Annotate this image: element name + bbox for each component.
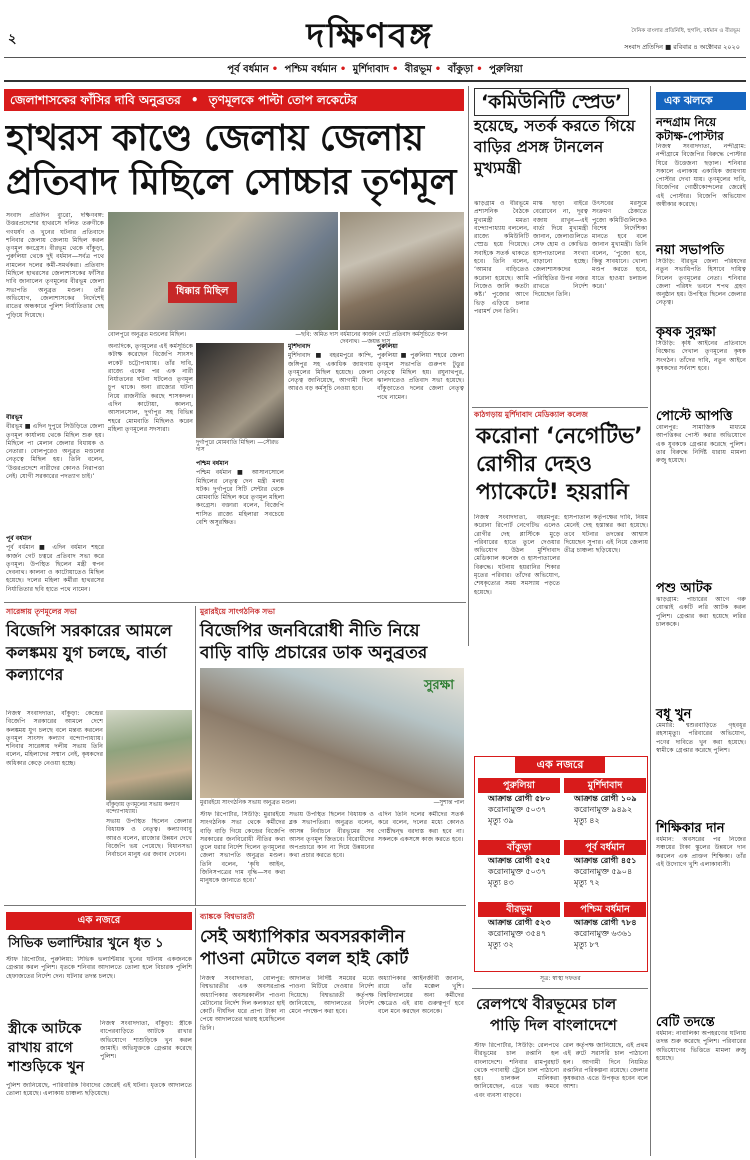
cs-body-1: ঝাড়গ্রাম ও বীরভূমে প্রশাসনিক বৈঠকে মুখ্যমন্ত্রী মমতা বন্দ্যোপাধ্যায় বললেন, রাজ্যে কমিউনিটি স্প্রেড হয়ে গিয়েছে। সবাইকে সতর্ক থাকতে হবে। তিনি বলেন, ‘আমার বাড়িতেও করোনা হয়েছে। আমি নিজেও জানি কতটা কষ্ট।’ পুজোর আগে ভিড় এড়িয়ে চলার পরামর্শ দেন তিনি। — [474, 200, 529, 315]
sidebar-item-title: বধূ খুন — [656, 707, 692, 722]
civic-body-2: নিজস্ব সংবাদদাতা, বাঁকুড়া: স্ত্রীকে বাপেরবাড়িতে আটকে রাখার অভিযোগে শাশুড়িকে খুন করল জামাই। অভিযুক্তকে গ্রেপ্তার করেছে পুলিশ। — [100, 1020, 192, 1061]
corona-headline-1: করোনা ‘নেগেটিভ’ — [476, 424, 643, 449]
corona-body-1: নিজস্ব সংবাদদাতা, বহরমপুর: করোনা রিপোর্ট নেগেটিভ এলেও রোগীর দেহ প্লাস্টিকে মুড়ে পরিবারের হাতে তুলে দেওয়ার অভিযোগ উঠল মুর্শিদাবাদ মেডিক্যাল কলেজ ও হাসপাতালের বিরুদ্ধে। ঘটনায় হয়রানির শিকার মৃতের পরিবার। তাঁদের অভিযোগ, শেষকৃত্যের সময় সমস্যায় পড়তে হয়েছে। — [474, 514, 560, 596]
corona-headline-2: রোগীর দেহও — [476, 452, 593, 477]
civic-body: স্টাফ রিপোর্টার, পুরুলিয়া: সিভিক ভলান্টিয়ার খুনের ঘটনায় একজনকে গ্রেপ্তার করল পুলিশ। ধৃতকে শনিবার আদালতে তোলা হলে বিচারক পুলিশি হেফাজতের নির্দেশ দেন। ঘটনার তদন্ত চলছে। — [6, 956, 192, 980]
lead-body-purba: পূর্ব বর্ধমান পূর্ব বর্ধমান ■ এদিন বর্ধমান শহরে কার্জন গেট চত্বরে প্রতিবাদ সভা করে তৃণমূল। উপস্থিত ছিলেন মন্ত্রী স্বপন দেবনাথ। কালনা ও কাটোয়াতেও মিছিল হয়েছে। দলের মহিলা কর্মীরা হাথরসের নির্যাতিতার ছবি হাতে পথে নামেন। — [6, 535, 104, 593]
corona-body-2: হাসপাতাল কর্তৃপক্ষের দাবি, নিয়ম মেনেই দেহ হস্তান্তর করা হয়েছে। তবে ঘটনার তদন্তের আশ্বাস দিয়েছেন সুপার। এই নিয়ে জেলায় তীব্র চাঞ্চল্য ছড়িয়েছে। — [564, 514, 648, 555]
stats-row: আক্রান্ত রোগী ১০৯ — [574, 794, 637, 803]
stats-source: সূত্র: স্বাস্থ্য দফতর — [540, 975, 581, 982]
nav-item[interactable]: পশ্চিম বর্ধমান — [284, 64, 337, 75]
nav-item[interactable]: পূর্ব বর্ধমান — [227, 64, 269, 75]
stats-row: করোনামুক্ত ৬৩৬১ — [574, 929, 633, 938]
anubrata-headline-2: বাড়ি বাড়ি প্রচারের ডাক অনুব্রতর — [200, 643, 428, 663]
dateline: সংবাদ প্রতিদিন ■ রবিবার ৪ অক্টোবর ২০২০ — [624, 43, 740, 51]
lead-body-1: সংবাদ প্রতিদিন ব্যুরো, দক্ষিণবঙ্গ: উত্তরপ্রদেশের হাথরসে দলিত তরুণীকে গণধর্ষণ ও খুনের ঘটনার প্রতিবাদে শনিবার জেলায় জেলায় মিছিল করল তৃণমূল কংগ্রেস। বীরভূম থেকে বাঁকুড়া, পুরুলিয়া থেকে দুই বর্ধমান—সর্বত্র পথে নামলেন দলের কর্মী-সমর্থকরা। প্রতিবাদ মিছিলে হাথরসের জেলাশাসকের ফাঁসির দাবি জানালেন তৃণমূলের বীরভূম জেলা সভাপতি অনুব্রত মণ্ডল। তাঁর অভিযোগ, জেলাশাসকের নির্দেশেই রাতের অন্ধকারে পুলিশ নির্যাতিতার দেহ পুড়িয়ে দিয়েছে। — [6, 212, 104, 319]
bjp-photo-caption: বাঁকুড়ায় তৃণমূলের সভায় কল্যাণ বন্দ্যোপাধ্যায়। — [106, 802, 180, 815]
lead-body-purulia: পুরুলিয়া পুরুলিয়া ■ পুরুলিয়া শহরে জেলা তৃণমূল সভাপতি গুরুপদ টুডুর নেতৃত্বে মিছিল হয়। রঘুনাথপুর, ঝালদাতেও প্রতিবাদ সভা হয়েছে। বাঁকুড়াতেও দলের জেলা নেতৃত্ব পথে নামেন। — [377, 343, 464, 401]
stats-district — [478, 840, 560, 898]
sidebar-item-body: নিজস্ব সংবাদদাতা, নন্দীগ্রাম: নন্দীগ্রামে বিজেপির বিরুদ্ধে পোস্টার ঘিরে উত্তেজনা ছড়াল। শনিবার সকালে এলাকায় একাধিক জায়গায় পোস্টার দেখা যায়। তৃণমূলের দাবি, বিজেপির গোষ্ঠীকোন্দলের জেরেই এই পোস্টার। বিজেপি অভিযোগ অস্বীকার করেছে। — [656, 143, 746, 209]
sidebar-item-body: মেমারি: শ্বশুরবাড়িতে গৃহবধূর রহস্যমৃত্যু। পরিবারের অভিযোগ, পণের দাবিতে খুন করা হয়েছে। স্বামীকে গ্রেপ্তার করেছে পুলিশ। — [656, 722, 746, 754]
sidebar-item — [656, 822, 746, 1012]
sidebar-item — [656, 1016, 746, 1156]
lead-photo-2 — [340, 212, 464, 330]
sidebar-item — [656, 410, 746, 580]
lead-headline-2: প্রতিবাদ মিছিলে সোচ্চার তৃণমূল — [6, 162, 456, 203]
sub-paschim: পশ্চিম বর্ধমান — [196, 460, 229, 467]
bjp-kicker: সারেঙ্গায় তৃণমূলের সভা — [6, 607, 77, 616]
bjp-headline: বিজেপি সরকারের আমলে কলঙ্কময় যুগ চলছে, বার্তা কল্যাণের — [6, 621, 172, 684]
stats-district — [564, 778, 646, 836]
stats-district — [478, 778, 560, 836]
stats-district-name: পুরুলিয়া — [478, 778, 560, 793]
anubrata-photo — [200, 668, 464, 798]
rice-body-2: রেল কর্তৃপক্ষ জানিয়েছে, এই প্রথম এই রুটে সরাসরি চাল পাঠানো হল। আগামী দিনে নিয়মিত রপ্তানির পরিকল্পনা রয়েছে। জেলার কৃষকরাও এতে উপকৃত হবেন বলে আশা। — [563, 1042, 648, 1091]
sidebar-item-body: বোলপুর: সামাজিক মাধ্যমে আপত্তিকর পোস্ট করার অভিযোগে এক যুবককে গ্রেপ্তার করেছে পুলিশ। তার বিরুদ্ধে নির্দিষ্ট ধারায় মামলা রুজু হয়েছে। — [656, 424, 746, 465]
sidebar-head: এক ঝলকে — [656, 92, 746, 110]
nav-item[interactable]: বাঁকুড়া — [447, 64, 474, 75]
sidebar-item — [656, 326, 746, 406]
anubrata-headline-1: বিজেপির জনবিরোধী নীতি নিয়ে — [200, 621, 420, 641]
corona-headline-3: প্যাকেটে! হয়রানি — [476, 480, 629, 505]
lead-kicker-right: তৃণমূলকে পাল্টা তোপ লকেটের — [208, 93, 358, 107]
cs-quote: ‘কমিউনিটি স্প্রেড’ — [474, 88, 629, 116]
stats-row: মৃত্যু ৪৩ — [488, 878, 514, 887]
stats-row: আক্রান্ত রোগী ৭৮৪ — [574, 918, 637, 927]
stats-row: মৃত্যু ৪২ — [574, 816, 600, 825]
lead-photo-3 — [196, 343, 284, 438]
bjp-body: নিজস্ব সংবাদদাতা, বাঁকুড়া: কেন্দ্রের বিজেপি সরকারের আমলে দেশে কলঙ্কময় যুগ চলছে বলে মন্তব্য করলেন তৃণমূল সাংসদ কল্যাণ বন্দ্যোপাধ্যায়। শনিবার সারেঙ্গায় দলীয় সভায় তিনি বলেন, মহিলাদের সম্মান নেই, কৃষকদের অধিকার কেড়ে নেওয়া হচ্ছে। — [6, 710, 103, 767]
stats-row: করোনামুক্ত ৫০৩৭ — [488, 805, 547, 814]
photo-banner: ধিক্কার মিছিল — [168, 282, 237, 303]
sidebar-item-body: সিউড়ি: কৃষি আইনের প্রতিবাদে বিক্ষোভ দেখাল তৃণমূলের কৃষক সংগঠন। তাঁদের দাবি, নতুন আইনে কৃষকদের সর্বনাশ হবে। — [656, 340, 746, 372]
professor-body-3: অধ্যাপিকার আইনজীবী জানান, রায়ে তাঁর মক্কেল খুশি। বিশ্ববিদ্যালয়ের অন্য কর্মীদের ক্ষেত্রেও এই রায় গুরুত্বপূর্ণ হবে বলে মনে করছেন অনেকে। — [378, 975, 464, 1016]
cs-headline: হয়েছে, সতর্ক করতে গিয়ে বাড়ির প্রসঙ্গ টানলেন মুখ্যমন্ত্রী — [474, 117, 636, 177]
stats-district-name: মুর্শিদাবাদ — [564, 778, 646, 793]
lead-photo-3-caption: দুর্গাপুরে মোমবাতি মিছিল। —সৌরভ দাস — [196, 440, 279, 453]
professor-body-2: আদালত নির্দিষ্ট সময়ের মধ্যে পাওনা মিটিয়ে দেওয়ার নির্দেশ দিয়েছে। বিশ্বভারতী কর্তৃপক্ষ জানিয়েছে, আদালতের নির্দেশ মেনে পদক্ষেপ করা হবে। — [289, 975, 374, 1016]
sidebar-item-body: বর্ধমান: নাবালিকা অপহরণের ঘটনায় তদন্ত শুরু করেছে পুলিশ। পরিবারের অভিযোগের ভিত্তিতে মামলা রুজু হয়েছে। — [656, 1030, 746, 1062]
stats-head: এক নজরে — [515, 756, 605, 773]
anubrata-body-3: এদিন তিনি দলের কর্মীদের সতর্ক করে বলেন, দলের মধ্যে কোনও গোষ্ঠীদ্বন্দ্ব বরদাস্ত করা হবে না। সকলকে একসঙ্গে কাজ করতে হবে। — [378, 811, 464, 843]
sidebar-item-title: নন্দগ্রাম নিয়ে কটাক্ষ-পোস্টার — [656, 115, 724, 143]
stats-district-name: বীরভূম — [478, 902, 560, 917]
stats-row: মৃত্যু ৩২ — [488, 940, 514, 949]
photo-banner: সুরক্ষা — [423, 678, 454, 693]
stats-district-name: বাঁকুড়া — [478, 840, 560, 855]
masthead-title: দক্ষিণবঙ্গ — [306, 16, 434, 56]
rice-headline-1: রেলপথে বীরভূমের চাল — [476, 995, 617, 1013]
lead-body-paschim: পশ্চিম বর্ধমান পশ্চিম বর্ধমান ■ আসানসোলে মিছিলের নেতৃত্ব দেন মন্ত্রী মলয় ঘটক। দুর্গাপুরে সিটি সেন্টার থেকে মোমবাতি মিছিল করে তৃণমূল মহিলা কংগ্রেস। বক্তারা বলেন, বিজেপি শাসিত রাজ্যে মহিলারা সবচেয়ে বেশি অসুরক্ষিত। — [196, 460, 284, 527]
stats-district-name: পশ্চিম বর্ধমান — [564, 902, 646, 917]
stats-row: মৃত্যু ৩৯ — [488, 816, 514, 825]
sidebar-item-body: ঝাড়গ্রাম: পাচারের আগে গরু বোঝাই একটি লরি আটক করল পুলিশ। গ্রেপ্তার করা হয়েছে লরির চালককে। — [656, 596, 746, 628]
stats-row: মৃত্যু ৮৭ — [574, 940, 600, 949]
civic-body-3: পুলিশ জানিয়েছে, পারিবারিক বিবাদের জেরেই এই ঘটনা। ধৃতকে আদালতে তোলা হয়েছে। এলাকায় চাঞ্চল্য ছড়িয়েছে। — [6, 1082, 192, 1098]
lead-body-2: অন্যদিকে, তৃণমূলের এই কর্মসূচিকে কটাক্ষ করেছেন বিজেপি সাংসদ লকেট চট্টোপাধ্যায়। তাঁর দাবি, রাজ্যে একের পর এক নারী নির্যাতনের ঘটনা ঘটলেও তৃণমূল চুপ থাকে। অন্য রাজ্যের ঘটনা নিয়ে রাজনীতি করছে শাসকদল। এদিন কাটোয়া, কালনা, আসানসোল, দুর্গাপুর সহ বিভিন্ন শহরে মোমবাতি মিছিলও করেন মহিলা তৃণমূলের সদস্যরা। — [108, 343, 193, 433]
sub-birbhum: বীরভূম — [6, 414, 23, 421]
stats-row: মৃত্যু ৭২ — [574, 878, 600, 887]
sidebar-item-body: বর্ধমান: অবসরের পর নিজের সঞ্চয়ের টাকা স্কুলের উন্নয়নে দান করলেন এক প্রাক্তন শিক্ষিকা। তাঁর এই উদ্যোগে খুশি এলাকাবাসী। — [656, 836, 746, 868]
sub-murshidabad: মুর্শিদাবাদ — [288, 343, 311, 350]
cs-body-2: মাস্ক ছাড়া বাইরে বেরোবেন না, দূরত্ব বজায় রাখুন—এই বার্তা দিয়ে মুখ্যমন্ত্রী জানান, জেলাগুলিতে সেফ হোম ও কোভিড হাসপাতালের সংখ্যা বাড়ানো হচ্ছে। জেলাশাসকদের পরিস্থিতির উপর নজর রাখতে নির্দেশ দিয়েছেন তিনি। — [533, 200, 588, 299]
sidebar-item — [656, 244, 746, 322]
stats-row: আক্রান্ত রোগী ৪৫১ — [574, 856, 637, 865]
stats-row: করোনামুক্ত ৫৯০৪ — [574, 867, 633, 876]
bjp-photo — [106, 710, 192, 800]
rice-body-1: স্টাফ রিপোর্টার, সিউড়ি: রেলপথে বীরভূমের চাল রপ্তানি হল বাংলাদেশে। শনিবার রামপুরহাট থেকে পণ্যবাহী ট্রেনে চাল পাঠানো হয়। চালকল মালিকরা জানিয়েছেন, এতে খরচ কমবে এবং ব্যবসা বাড়বে। — [474, 1042, 559, 1099]
bjp-body-2: সভায় উপস্থিত ছিলেন জেলার বিধায়ক ও নেতৃত্ব। কল্যাণবাবু আরও বলেন, রাজ্যের উন্নয়ন দেখে বিজেপি ভয় পেয়েছে। বিধানসভা নির্বাচনে মানুষ এর জবাব দেবেন। — [106, 818, 192, 859]
sidebar-item — [656, 708, 746, 818]
sidebar-item-body: সিউড়ি: বীরভূম জেলা পরিষদের নতুন সভাধিপতি হিসাবে দায়িত্ব নিলেন তৃণমূলের নেতা। শনিবার জেলা পরিষদ ভবনে শপথ গ্রহণ অনুষ্ঠান হয়। উপস্থিত ছিলেন জেলার নেতৃত্ব। — [656, 258, 746, 307]
sidebar-item-title: নয়া সভাপতি — [656, 243, 725, 258]
sidebar-item-title: শিক্ষিকার দান — [656, 821, 725, 836]
lead-kicker-left: জেলাশাসকের ফাঁসির দাবি অনুব্রতর — [10, 93, 181, 107]
anubrata-body-2: সভায় উপস্থিত ছিলেন বিধায়ক ও ব্লক সভাপতিরা। অনুব্রত বলেন, আসন্ন নির্বাচনে বীরভূমের সব আসন তৃণমূল জিতবে। বিরোধীদের অপপ্রচারে কান না দিয়ে উন্নয়নের কথা প্রচার করতে হবে। — [289, 811, 374, 860]
stats-row: আক্রান্ত রোগী ৫২৩ — [488, 918, 551, 927]
sub-purulia: পুরুলিয়া — [377, 343, 398, 350]
civic-head: এক নজরে — [6, 912, 192, 930]
dateline-top: দৈনিক বাংলার প্রতিনিধি, হুগলি, বর্ধমান ও বীরভূম — [631, 28, 740, 34]
lead-body-murshidabad: মুর্শিদাবাদ মুর্শিদাবাদ ■ বহরমপুরে কান্দি, জঙ্গিপুর সহ একাধিক জায়গায় তৃণমূলের মিছিল হয়েছে। জেলা নেতৃত্ব জানিয়েছে, আগামী দিনে আরও বড় কর্মসূচি নেওয়া হবে। — [288, 343, 373, 393]
professor-headline-1: সেই অধ্যাপিকার অবসরকালীন — [200, 927, 405, 947]
district-nav: পূর্ব বর্ধমান • পশ্চিম বর্ধমান • মুর্শিদাবাদ • বীরভূম • বাঁকুড়া • পুরুলিয়া — [227, 64, 523, 75]
sidebar-item — [656, 582, 746, 702]
sidebar-item-title: পশু আটক — [656, 581, 712, 596]
stats-row: করোনামুক্ত ৫০৩৭ — [488, 867, 547, 876]
professor-body-1: নিজস্ব সংবাদদাতা, বোলপুর: বিশ্বভারতীর এক অবসরপ্রাপ্ত অধ্যাপিকার অবসরকালীন পাওনা মেটানোর নির্দেশ দিল কলকাতা হাই কোর্ট। দীর্ঘদিন ধরে প্রাপ্য টাকা না পেয়ে আদালতের দ্বারস্থ হয়েছিলেন তিনি। — [200, 975, 285, 1032]
lead-photo-1 — [108, 212, 338, 330]
nav-item[interactable]: মুর্শিদাবাদ — [352, 64, 389, 75]
stats-district — [564, 840, 646, 898]
stats-row: আক্রান্ত রোগী ৫২৫ — [488, 856, 551, 865]
lead-headline-1: হাথরস কাণ্ডে জেলায় জেলায় — [6, 118, 424, 159]
sidebar-item — [656, 115, 746, 240]
sidebar-item-title: কৃষক সুরক্ষা — [656, 325, 716, 340]
lead-photo-2-caption: বর্ধমানের কার্জন গেটে প্রতিবাদ কর্মসূচিতে স্বপন দেবনাথ। —জয়ন্ত দাস — [340, 332, 448, 345]
professor-kicker: ব্যাঙ্ককে বিশ্বভারতী — [200, 912, 255, 921]
rice-headline-2: পাড়ি দিল বাংলাদেশে — [490, 1016, 617, 1034]
anubrata-photo-caption: মুরারইয়ে সাংগঠনিক সভায় অনুব্রত মণ্ডল। —সুশান্ত পাল — [200, 800, 464, 806]
professor-headline-2: পাওনা মেটাতে বলল হাই কোর্ট — [200, 949, 409, 969]
anubrata-kicker: মুরারইয়ে সাংগঠনিক সভা — [200, 607, 276, 616]
corona-kicker: কাঠগড়ায় মুর্শিদাবাদ মেডিক্যাল কলেজ — [474, 410, 588, 419]
cs-body-3: উৎসবের মরসুমে সংক্রমণ ঠেকাতে পুজো কমিটিগুলিকেও বিশেষ নির্দেশিকা মানতে হবে বলে জানান মুখ্যমন্ত্রী। তিনি বলেন, ‘পুজো হবে, কিন্তু সাবধানে। খোলা মণ্ডপ করতে হবে, যাতে হাওয়া চলাচল করে।’ — [592, 200, 647, 290]
sidebar-item-title: বেটি তদন্তে — [656, 1015, 715, 1030]
anubrata-body-1: স্টাফ রিপোর্টার, সিউড়ি: মুরারইয়ে সাংগঠনিক সভা থেকে কর্মীদের বাড়ি বাড়ি গিয়ে কেন্দ্রের বিজেপি সরকারের জনবিরোধী নীতির কথা তুলে ধরার নির্দেশ দিলেন তৃণমূলের জেলা সভাপতি অনুব্রত মণ্ডল। তিনি বলেন, ‘কৃষি আইন, জিনিসপত্রের দাম বৃদ্ধি—সব কথা মানুষকে জানাতে হবে।’ — [200, 811, 285, 885]
lead-kicker: জেলাশাসকের ফাঁসির দাবি অনুব্রতর • তৃণমূলকে পাল্টা তোপ লকেটের — [4, 89, 464, 111]
stats-row: আক্রান্ত রোগী ৫৮০ — [488, 794, 551, 803]
stats-district — [564, 902, 646, 960]
civic-title: সিভিক ভলান্টিয়ার খুনে ধৃত ১ — [8, 936, 164, 951]
stats-row: করোনামুক্ত ৯৪৯২ — [574, 805, 633, 814]
stats-district — [478, 902, 560, 960]
nav-item[interactable]: বীরভূম — [404, 64, 432, 75]
nav-item[interactable]: পুরুলিয়া — [489, 64, 523, 75]
sub-purba: পূর্ব বর্ধমান — [6, 535, 32, 542]
civic-title-2: স্ত্রীকে আটকে রাখায় রাগে শাশুড়িকে খুন — [8, 1021, 85, 1075]
stats-row: করোনামুক্ত ৩৫৪৭ — [488, 929, 547, 938]
sidebar-item-title: পোস্টে আপত্তি — [656, 409, 733, 424]
stats-district-name: পূর্ব বর্ধমান — [564, 840, 646, 855]
lead-body-birbhum: বীরভূম বীরভূম ■ এদিন দুপুরে সিউড়িতে জেলা তৃণমূল কার্যালয় থেকে মিছিল শুরু হয়। মিছিলে পা মেলান জেলার বিধায়ক ও নেতারা। বোলপুরেও অনুব্রত মণ্ডলের নেতৃত্বে মিছিল হয়। তিনি বলেন, ‘উত্তরপ্রদেশে নারীদের কোনও নিরাপত্তা নেই। যোগী সরকারের পদত্যাগ চাই।’ — [6, 414, 104, 481]
page-number: ২ — [8, 32, 17, 47]
lead-photo-1-caption: বোলপুরে অনুব্রত মণ্ডলের মিছিল। —ছবি: অমিত দাস — [108, 332, 338, 338]
